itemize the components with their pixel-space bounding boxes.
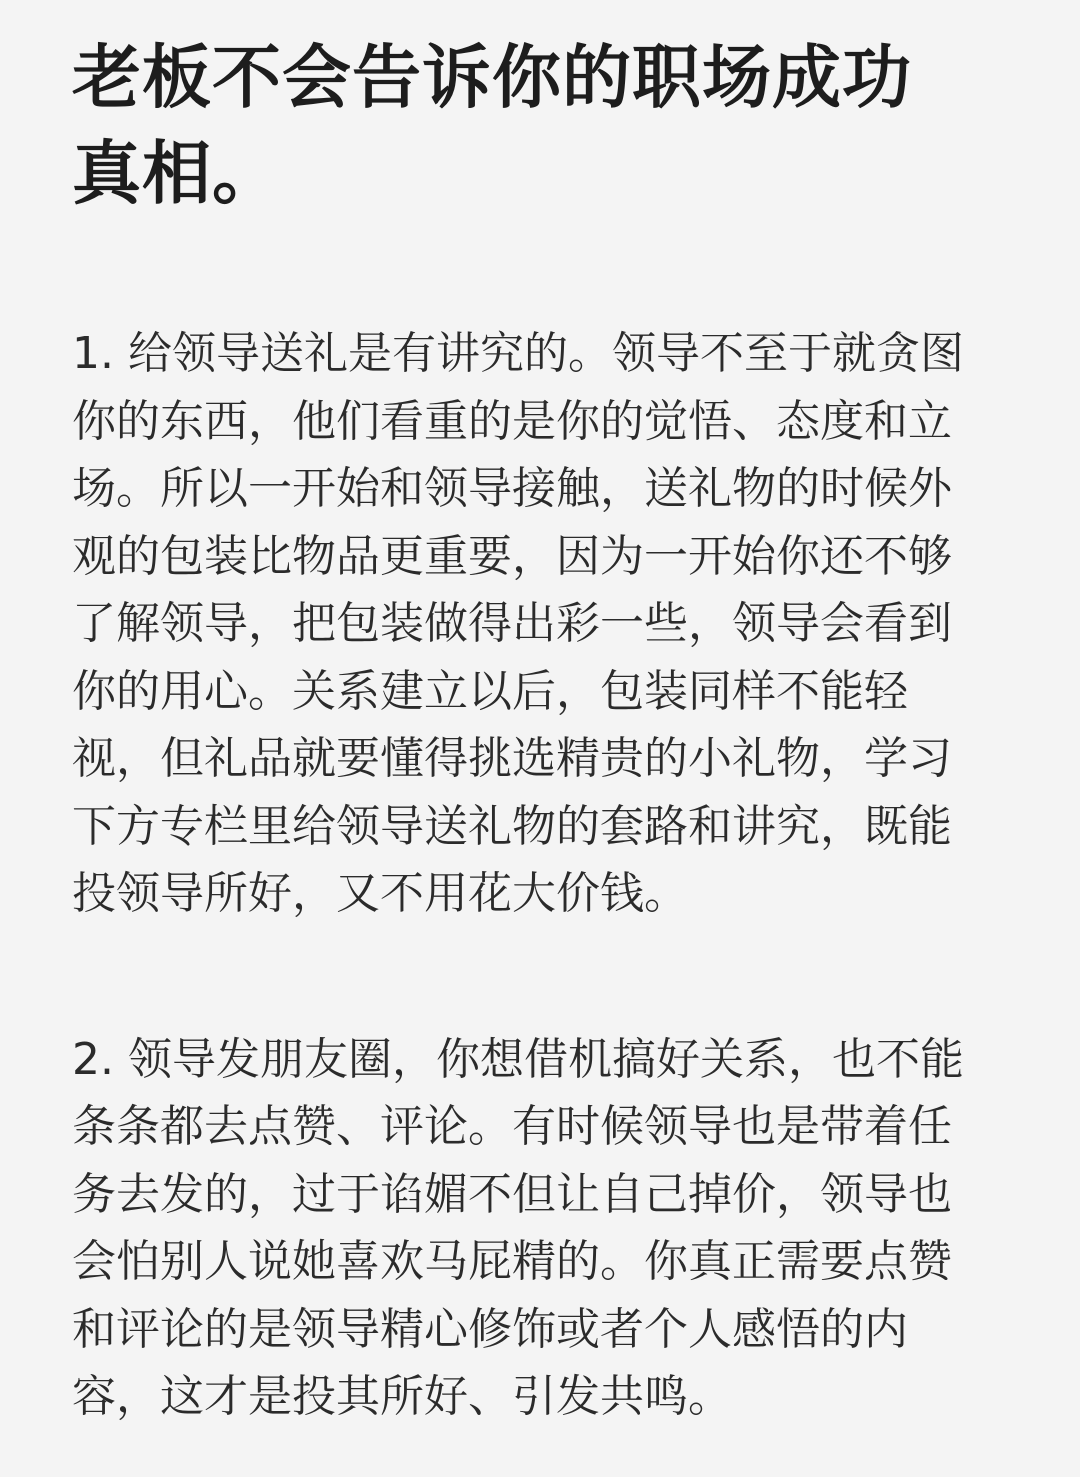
paragraph-moments-likes: 2. 领导发朋友圈，你想借机搞好关系，也不能条条都去点赞、评论。有时候领导也是带着任务去发的，过于谄媚不但让自己掉价，领导也会怕别人说她喜欢马屁精的。你真正需要点赞和评论的是领导精心修饰或者个人感悟的内容，这才是投其所好、引发共鸣。: [72, 1033, 964, 1422]
article-title: 老板不会告诉你的职场成功真相。: [72, 38, 912, 214]
paragraph-gift-giving: 1. 给领导送礼是有讲究的。领导不至于就贪图你的东西，他们看重的是你的觉悟、态度和立场。所以一开始和领导接触，送礼物的时候外观的包装比物品更重要，因为一开始你还不够了解领导，把包装做得出彩一些，领导会看到你的用心。关系建立以后，包装同样不能轻视，但礼品就要懂得挑选精贵的小礼物，学习下方专栏里给领导送礼物的套路和讲究，既能投领导所好，又不用花大价钱。: [72, 328, 964, 919]
